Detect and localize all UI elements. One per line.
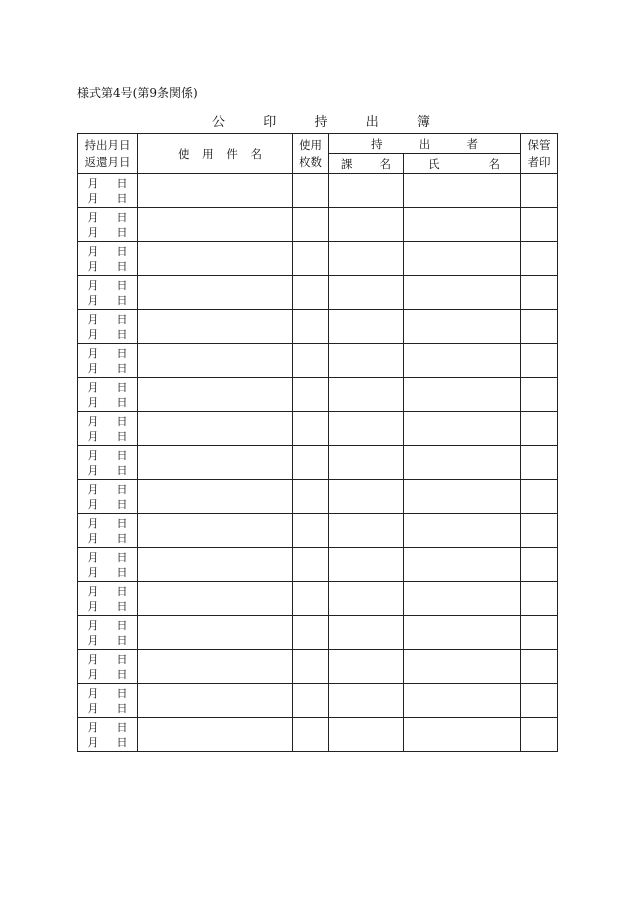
name-cell[interactable]	[404, 446, 521, 480]
header-name-char: 氏	[428, 156, 440, 171]
purpose-cell[interactable]	[138, 514, 293, 548]
section-cell[interactable]	[329, 344, 404, 378]
count-cell[interactable]	[293, 718, 329, 752]
date-out-line	[78, 618, 137, 633]
header-taker	[329, 134, 521, 154]
table-row	[78, 514, 558, 548]
date-out-line	[78, 380, 137, 395]
date-return-line	[78, 395, 137, 410]
section-cell[interactable]	[329, 718, 404, 752]
day-label: 日	[116, 327, 128, 341]
date-return-line	[78, 667, 137, 682]
name-cell[interactable]	[404, 242, 521, 276]
ledger-body	[78, 174, 558, 752]
day-label: 日	[116, 259, 128, 273]
date-cell[interactable]	[78, 718, 138, 752]
date-out-line	[78, 414, 137, 429]
month-label: 月	[87, 361, 99, 375]
day-label: 日	[116, 278, 128, 292]
day-label: 日	[116, 312, 128, 326]
date-cell[interactable]	[78, 174, 138, 208]
table-row	[78, 718, 558, 752]
purpose-cell[interactable]	[138, 548, 293, 582]
month-label: 月	[87, 735, 99, 749]
month-label: 月	[87, 618, 99, 632]
count-cell[interactable]	[293, 616, 329, 650]
purpose-cell[interactable]	[138, 684, 293, 718]
header-purpose-char: 名	[250, 146, 262, 161]
day-label: 日	[116, 429, 128, 443]
date-out-line	[78, 652, 137, 667]
date-return-line	[78, 633, 137, 648]
custodian-seal-cell[interactable]	[521, 718, 558, 752]
month-label: 月	[87, 327, 99, 341]
month-label: 月	[87, 565, 99, 579]
header-name	[404, 154, 521, 174]
purpose-cell[interactable]	[138, 582, 293, 616]
name-cell[interactable]	[404, 514, 521, 548]
date-cell[interactable]	[78, 480, 138, 514]
day-label: 日	[116, 293, 128, 307]
section-cell[interactable]	[329, 174, 404, 208]
page-title	[212, 111, 430, 130]
section-cell[interactable]	[329, 310, 404, 344]
table-row	[78, 208, 558, 242]
form-label: 様式第4号(第9条関係)	[77, 86, 198, 100]
date-out-line	[78, 244, 137, 259]
header-section-char: 課	[341, 156, 353, 171]
count-cell[interactable]	[293, 582, 329, 616]
date-out-line	[78, 550, 137, 565]
section-cell[interactable]	[329, 548, 404, 582]
table-row	[78, 684, 558, 718]
name-cell[interactable]	[404, 548, 521, 582]
day-label: 日	[116, 497, 128, 511]
table-row	[78, 616, 558, 650]
date-cell[interactable]	[78, 446, 138, 480]
count-cell[interactable]	[293, 378, 329, 412]
month-label: 月	[87, 584, 99, 598]
date-cell[interactable]	[78, 242, 138, 276]
name-cell[interactable]	[404, 480, 521, 514]
custodian-seal-cell[interactable]	[521, 650, 558, 684]
count-cell[interactable]	[293, 514, 329, 548]
section-cell[interactable]	[329, 446, 404, 480]
date-return-line	[78, 327, 137, 342]
date-cell[interactable]	[78, 310, 138, 344]
month-label: 月	[87, 599, 99, 613]
name-cell[interactable]	[404, 276, 521, 310]
section-cell[interactable]	[329, 378, 404, 412]
custodian-seal-cell[interactable]	[521, 412, 558, 446]
purpose-cell[interactable]	[138, 412, 293, 446]
count-cell[interactable]	[293, 548, 329, 582]
table-row	[78, 412, 558, 446]
purpose-cell[interactable]	[138, 208, 293, 242]
purpose-cell[interactable]	[138, 378, 293, 412]
table-row	[78, 276, 558, 310]
title-char: 持	[314, 115, 328, 130]
name-cell[interactable]	[404, 412, 521, 446]
custodian-seal-cell[interactable]	[521, 446, 558, 480]
month-label: 月	[87, 633, 99, 647]
seal-ledger-table	[77, 133, 558, 752]
month-label: 月	[87, 667, 99, 681]
purpose-cell[interactable]	[138, 650, 293, 684]
month-label: 月	[87, 652, 99, 666]
date-cell[interactable]	[78, 650, 138, 684]
day-label: 日	[116, 482, 128, 496]
month-label: 月	[87, 463, 99, 477]
date-return-line	[78, 531, 137, 546]
day-label: 日	[116, 701, 128, 715]
day-label: 日	[116, 633, 128, 647]
day-label: 日	[116, 463, 128, 477]
purpose-cell[interactable]	[138, 344, 293, 378]
day-label: 日	[116, 652, 128, 666]
section-cell[interactable]	[329, 480, 404, 514]
month-label: 月	[87, 244, 99, 258]
month-label: 月	[87, 312, 99, 326]
title-char: 出	[365, 115, 379, 130]
purpose-cell[interactable]	[138, 446, 293, 480]
header-count-line1: 使用	[299, 137, 322, 152]
date-return-line	[78, 565, 137, 580]
header-taker-char: 持	[371, 136, 383, 151]
date-out-line	[78, 176, 137, 191]
header-date-return: 返還月日	[84, 154, 131, 169]
count-cell[interactable]	[293, 208, 329, 242]
header-taker-char: 者	[466, 136, 478, 151]
day-label: 日	[116, 550, 128, 564]
header-date-out: 持出月日	[84, 137, 131, 152]
purpose-cell[interactable]	[138, 276, 293, 310]
day-label: 日	[116, 395, 128, 409]
section-cell[interactable]	[329, 242, 404, 276]
date-out-line	[78, 686, 137, 701]
date-cell[interactable]	[78, 548, 138, 582]
custodian-seal-cell[interactable]	[521, 174, 558, 208]
date-cell[interactable]	[78, 276, 138, 310]
custodian-seal-cell[interactable]	[521, 344, 558, 378]
title-char: 印	[263, 115, 277, 130]
purpose-cell[interactable]	[138, 718, 293, 752]
month-label: 月	[87, 210, 99, 224]
month-label: 月	[87, 482, 99, 496]
table-row	[78, 650, 558, 684]
header-count	[293, 134, 329, 174]
section-cell[interactable]	[329, 650, 404, 684]
date-out-line	[78, 210, 137, 225]
table-row	[78, 582, 558, 616]
date-out-line	[78, 516, 137, 531]
day-label: 日	[116, 244, 128, 258]
header-purpose	[138, 134, 293, 174]
header-purpose-char: 使	[178, 146, 190, 161]
table-row	[78, 446, 558, 480]
date-return-line	[78, 463, 137, 478]
name-cell[interactable]	[404, 582, 521, 616]
month-label: 月	[87, 701, 99, 715]
header-custodian-line2: 者印	[527, 154, 551, 169]
count-cell[interactable]	[293, 480, 329, 514]
header-purpose-char: 用	[202, 146, 214, 161]
day-label: 日	[116, 448, 128, 462]
date-out-line	[78, 720, 137, 735]
section-cell[interactable]	[329, 616, 404, 650]
date-cell[interactable]	[78, 378, 138, 412]
date-cell[interactable]	[78, 582, 138, 616]
day-label: 日	[116, 599, 128, 613]
table-row	[78, 548, 558, 582]
section-cell[interactable]	[329, 276, 404, 310]
month-label: 月	[87, 686, 99, 700]
day-label: 日	[116, 667, 128, 681]
month-label: 月	[87, 293, 99, 307]
month-label: 月	[87, 531, 99, 545]
month-label: 月	[87, 225, 99, 239]
count-cell[interactable]	[293, 310, 329, 344]
day-label: 日	[116, 565, 128, 579]
count-cell[interactable]	[293, 276, 329, 310]
date-return-line	[78, 701, 137, 716]
date-cell[interactable]	[78, 412, 138, 446]
day-label: 日	[116, 584, 128, 598]
date-out-line	[78, 312, 137, 327]
month-label: 月	[87, 191, 99, 205]
date-cell[interactable]	[78, 208, 138, 242]
day-label: 日	[116, 225, 128, 239]
day-label: 日	[116, 516, 128, 530]
custodian-seal-cell[interactable]	[521, 310, 558, 344]
month-label: 月	[87, 516, 99, 530]
day-label: 日	[116, 531, 128, 545]
month-label: 月	[87, 550, 99, 564]
month-label: 月	[87, 448, 99, 462]
date-return-line	[78, 293, 137, 308]
section-cell[interactable]	[329, 684, 404, 718]
count-cell[interactable]	[293, 412, 329, 446]
month-label: 月	[87, 720, 99, 734]
purpose-cell[interactable]	[138, 242, 293, 276]
name-cell[interactable]	[404, 174, 521, 208]
name-cell[interactable]	[404, 378, 521, 412]
purpose-cell[interactable]	[138, 480, 293, 514]
month-label: 月	[87, 278, 99, 292]
custodian-seal-cell[interactable]	[521, 208, 558, 242]
date-return-line	[78, 191, 137, 206]
name-cell[interactable]	[404, 344, 521, 378]
date-out-line	[78, 584, 137, 599]
count-cell[interactable]	[293, 684, 329, 718]
title-char: 簿	[416, 115, 430, 130]
day-label: 日	[116, 361, 128, 375]
purpose-cell[interactable]	[138, 310, 293, 344]
section-cell[interactable]	[329, 582, 404, 616]
date-return-line	[78, 361, 137, 376]
custodian-seal-cell[interactable]	[521, 514, 558, 548]
date-out-line	[78, 346, 137, 361]
month-label: 月	[87, 176, 99, 190]
date-cell[interactable]	[78, 514, 138, 548]
day-label: 日	[116, 414, 128, 428]
custodian-seal-cell[interactable]	[521, 276, 558, 310]
day-label: 日	[116, 686, 128, 700]
name-cell[interactable]	[404, 616, 521, 650]
section-cell[interactable]	[329, 514, 404, 548]
date-return-line	[78, 225, 137, 240]
date-cell[interactable]	[78, 684, 138, 718]
month-label: 月	[87, 429, 99, 443]
date-cell[interactable]	[78, 344, 138, 378]
day-label: 日	[116, 735, 128, 749]
header-custodian	[521, 134, 558, 174]
table-row	[78, 378, 558, 412]
custodian-seal-cell[interactable]	[521, 684, 558, 718]
custodian-seal-cell[interactable]	[521, 548, 558, 582]
table-row	[78, 310, 558, 344]
custodian-seal-cell[interactable]	[521, 582, 558, 616]
custodian-seal-cell[interactable]	[521, 378, 558, 412]
month-label: 月	[87, 414, 99, 428]
month-label: 月	[87, 259, 99, 273]
header-purpose-char: 件	[226, 146, 238, 161]
header-count-line2: 枚数	[299, 154, 322, 169]
date-out-line	[78, 482, 137, 497]
month-label: 月	[87, 497, 99, 511]
day-label: 日	[116, 176, 128, 190]
day-label: 日	[116, 720, 128, 734]
name-cell[interactable]	[404, 208, 521, 242]
count-cell[interactable]	[293, 242, 329, 276]
title-char: 公	[212, 115, 226, 130]
custodian-seal-cell[interactable]	[521, 616, 558, 650]
day-label: 日	[116, 346, 128, 360]
header-section-char: 名	[379, 156, 391, 171]
count-cell[interactable]	[293, 446, 329, 480]
day-label: 日	[116, 618, 128, 632]
date-cell[interactable]	[78, 616, 138, 650]
header-custodian-line1: 保管	[527, 137, 551, 152]
date-return-line	[78, 599, 137, 614]
day-label: 日	[116, 210, 128, 224]
month-label: 月	[87, 380, 99, 394]
day-label: 日	[116, 380, 128, 394]
header-section	[329, 154, 404, 174]
header-dates	[78, 134, 138, 174]
purpose-cell[interactable]	[138, 174, 293, 208]
count-cell[interactable]	[293, 344, 329, 378]
name-cell[interactable]	[404, 650, 521, 684]
table-row	[78, 344, 558, 378]
date-return-line	[78, 497, 137, 512]
section-cell[interactable]	[329, 208, 404, 242]
date-out-line	[78, 278, 137, 293]
date-return-line	[78, 429, 137, 444]
custodian-seal-cell[interactable]	[521, 242, 558, 276]
header-name-char: 名	[488, 156, 500, 171]
header-taker-char: 出	[418, 136, 431, 151]
month-label: 月	[87, 346, 99, 360]
date-out-line	[78, 448, 137, 463]
table-row	[78, 174, 558, 208]
section-cell[interactable]	[329, 412, 404, 446]
custodian-seal-cell[interactable]	[521, 480, 558, 514]
count-cell[interactable]	[293, 174, 329, 208]
date-return-line	[78, 259, 137, 274]
purpose-cell[interactable]	[138, 616, 293, 650]
name-cell[interactable]	[404, 310, 521, 344]
table-row	[78, 480, 558, 514]
table-row	[78, 242, 558, 276]
count-cell[interactable]	[293, 650, 329, 684]
name-cell[interactable]	[404, 684, 521, 718]
month-label: 月	[87, 395, 99, 409]
date-return-line	[78, 735, 137, 750]
day-label: 日	[116, 191, 128, 205]
name-cell[interactable]	[404, 718, 521, 752]
